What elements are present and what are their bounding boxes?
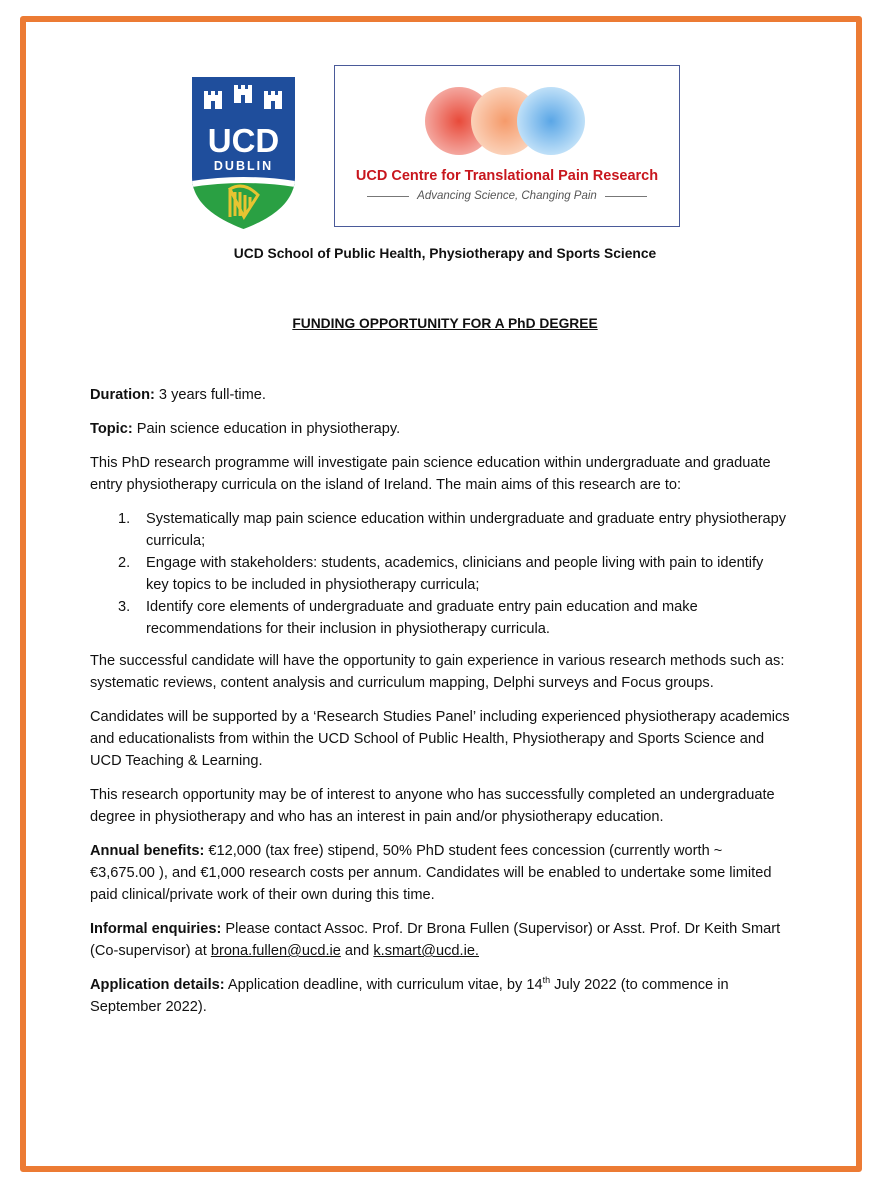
list-item-number: 3.	[118, 599, 131, 615]
duration-value: 3 years full-time.	[154, 387, 266, 403]
topic-line	[90, 418, 790, 440]
duration-line	[90, 384, 790, 406]
application-text: Application deadline, with curriculum vitae, by 14	[224, 977, 543, 993]
application-text-end: July 2022 (to commence in September 2022).	[90, 977, 729, 1015]
list-item-number: 2.	[118, 555, 131, 571]
aims-list	[90, 508, 790, 640]
supervisor-email-link[interactable]: brona.fullen@ucd.ie	[210, 943, 341, 959]
enquiries-label: Informal enquiries:	[90, 921, 222, 937]
list-item-text: Systematically map pain science education within undergraduate and graduate entry physiotherapy curricula;	[146, 511, 787, 549]
application-label: Application details:	[90, 977, 225, 993]
ctpr-tagline: Advancing Science, Changing Pain	[417, 190, 597, 202]
list-item-text: Identify core elements of undergraduate and graduate entry pain education and make recommendations for their inclusion in physiotherapy curricula.	[146, 599, 698, 637]
list-item	[90, 552, 790, 596]
ucd-crest-logo	[192, 77, 295, 229]
application-paragraph	[90, 974, 790, 1018]
benefits-paragraph	[90, 840, 790, 906]
ctpr-rule-right	[605, 196, 647, 197]
page-title-text: FUNDING OPPORTUNITY FOR A PhD DEGREE	[292, 316, 598, 331]
date-ordinal-suffix: th	[542, 975, 551, 986]
ctpr-rule-left	[367, 196, 409, 197]
document-body	[90, 384, 790, 1030]
school-name: UCD School of Public Health, Physiotherapy and Sports Science	[233, 246, 657, 261]
topic-value: Pain science education in physiotherapy.	[132, 421, 401, 437]
duration-label: Duration:	[90, 387, 155, 403]
experience-paragraph: The successful candidate will have the opportunity to gain experience in various research methods such as: systematic reviews, content analysis and curriculum mapping, Delphi surveys and Focus groups.	[90, 653, 785, 691]
list-item-text: Engage with stakeholders: students, academics, clinicians and people living with pain to identify key topics to be included in physiotherapy curricula;	[146, 555, 764, 593]
interest-paragraph: This research opportunity may be of interest to anyone who has successfully completed an undergraduate degree in physiotherapy and who has an interest in pain and/or physiotherapy education.	[90, 787, 775, 825]
cosupervisor-email-link[interactable]: k.smart@ucd.ie.	[373, 943, 479, 959]
list-item	[90, 596, 790, 640]
enquiries-text: Please contact Assoc. Prof. Dr Brona Fullen (Supervisor) or Asst. Prof. Dr Keith Smart (Co-supervisor) at	[90, 921, 781, 959]
enquiries-and: and	[340, 943, 374, 959]
support-paragraph: Candidates will be supported by a ‘Research Studies Panel’ including experienced physiotherapy academics and educationalists from within the UCD School of Public Health, Physiotherapy and Sports Science and UCD Teaching & Learning.	[90, 709, 790, 769]
page-title	[0, 316, 890, 331]
ctpr-tagline-row	[335, 190, 679, 202]
enquiries-paragraph	[90, 918, 790, 962]
benefits-text: €12,000 (tax free) stipend, 50% PhD student fees concession (currently worth ~ €3,675.00 ), and €1,000 research costs per annum. Candidates will be enabled to undertake some limited paid clinical/private work of their own during this time.	[90, 843, 772, 903]
ctpr-blue-circle	[517, 87, 585, 155]
topic-label: Topic:	[90, 421, 133, 437]
ctpr-logo-name: UCD Centre for Translational Pain Research	[355, 168, 659, 184]
ucd-logo-text: UCD	[207, 122, 280, 159]
list-item-number: 1.	[118, 511, 131, 527]
intro-paragraph: This PhD research programme will investigate pain science education within undergraduate and graduate entry physiotherapy curricula on the island of Ireland. The main aims of this research are to:	[90, 455, 771, 493]
benefits-label: Annual benefits:	[90, 843, 205, 859]
list-item	[90, 508, 790, 552]
ucd-logo-subtext: DUBLIN	[213, 159, 274, 173]
ctpr-logo	[334, 65, 680, 227]
